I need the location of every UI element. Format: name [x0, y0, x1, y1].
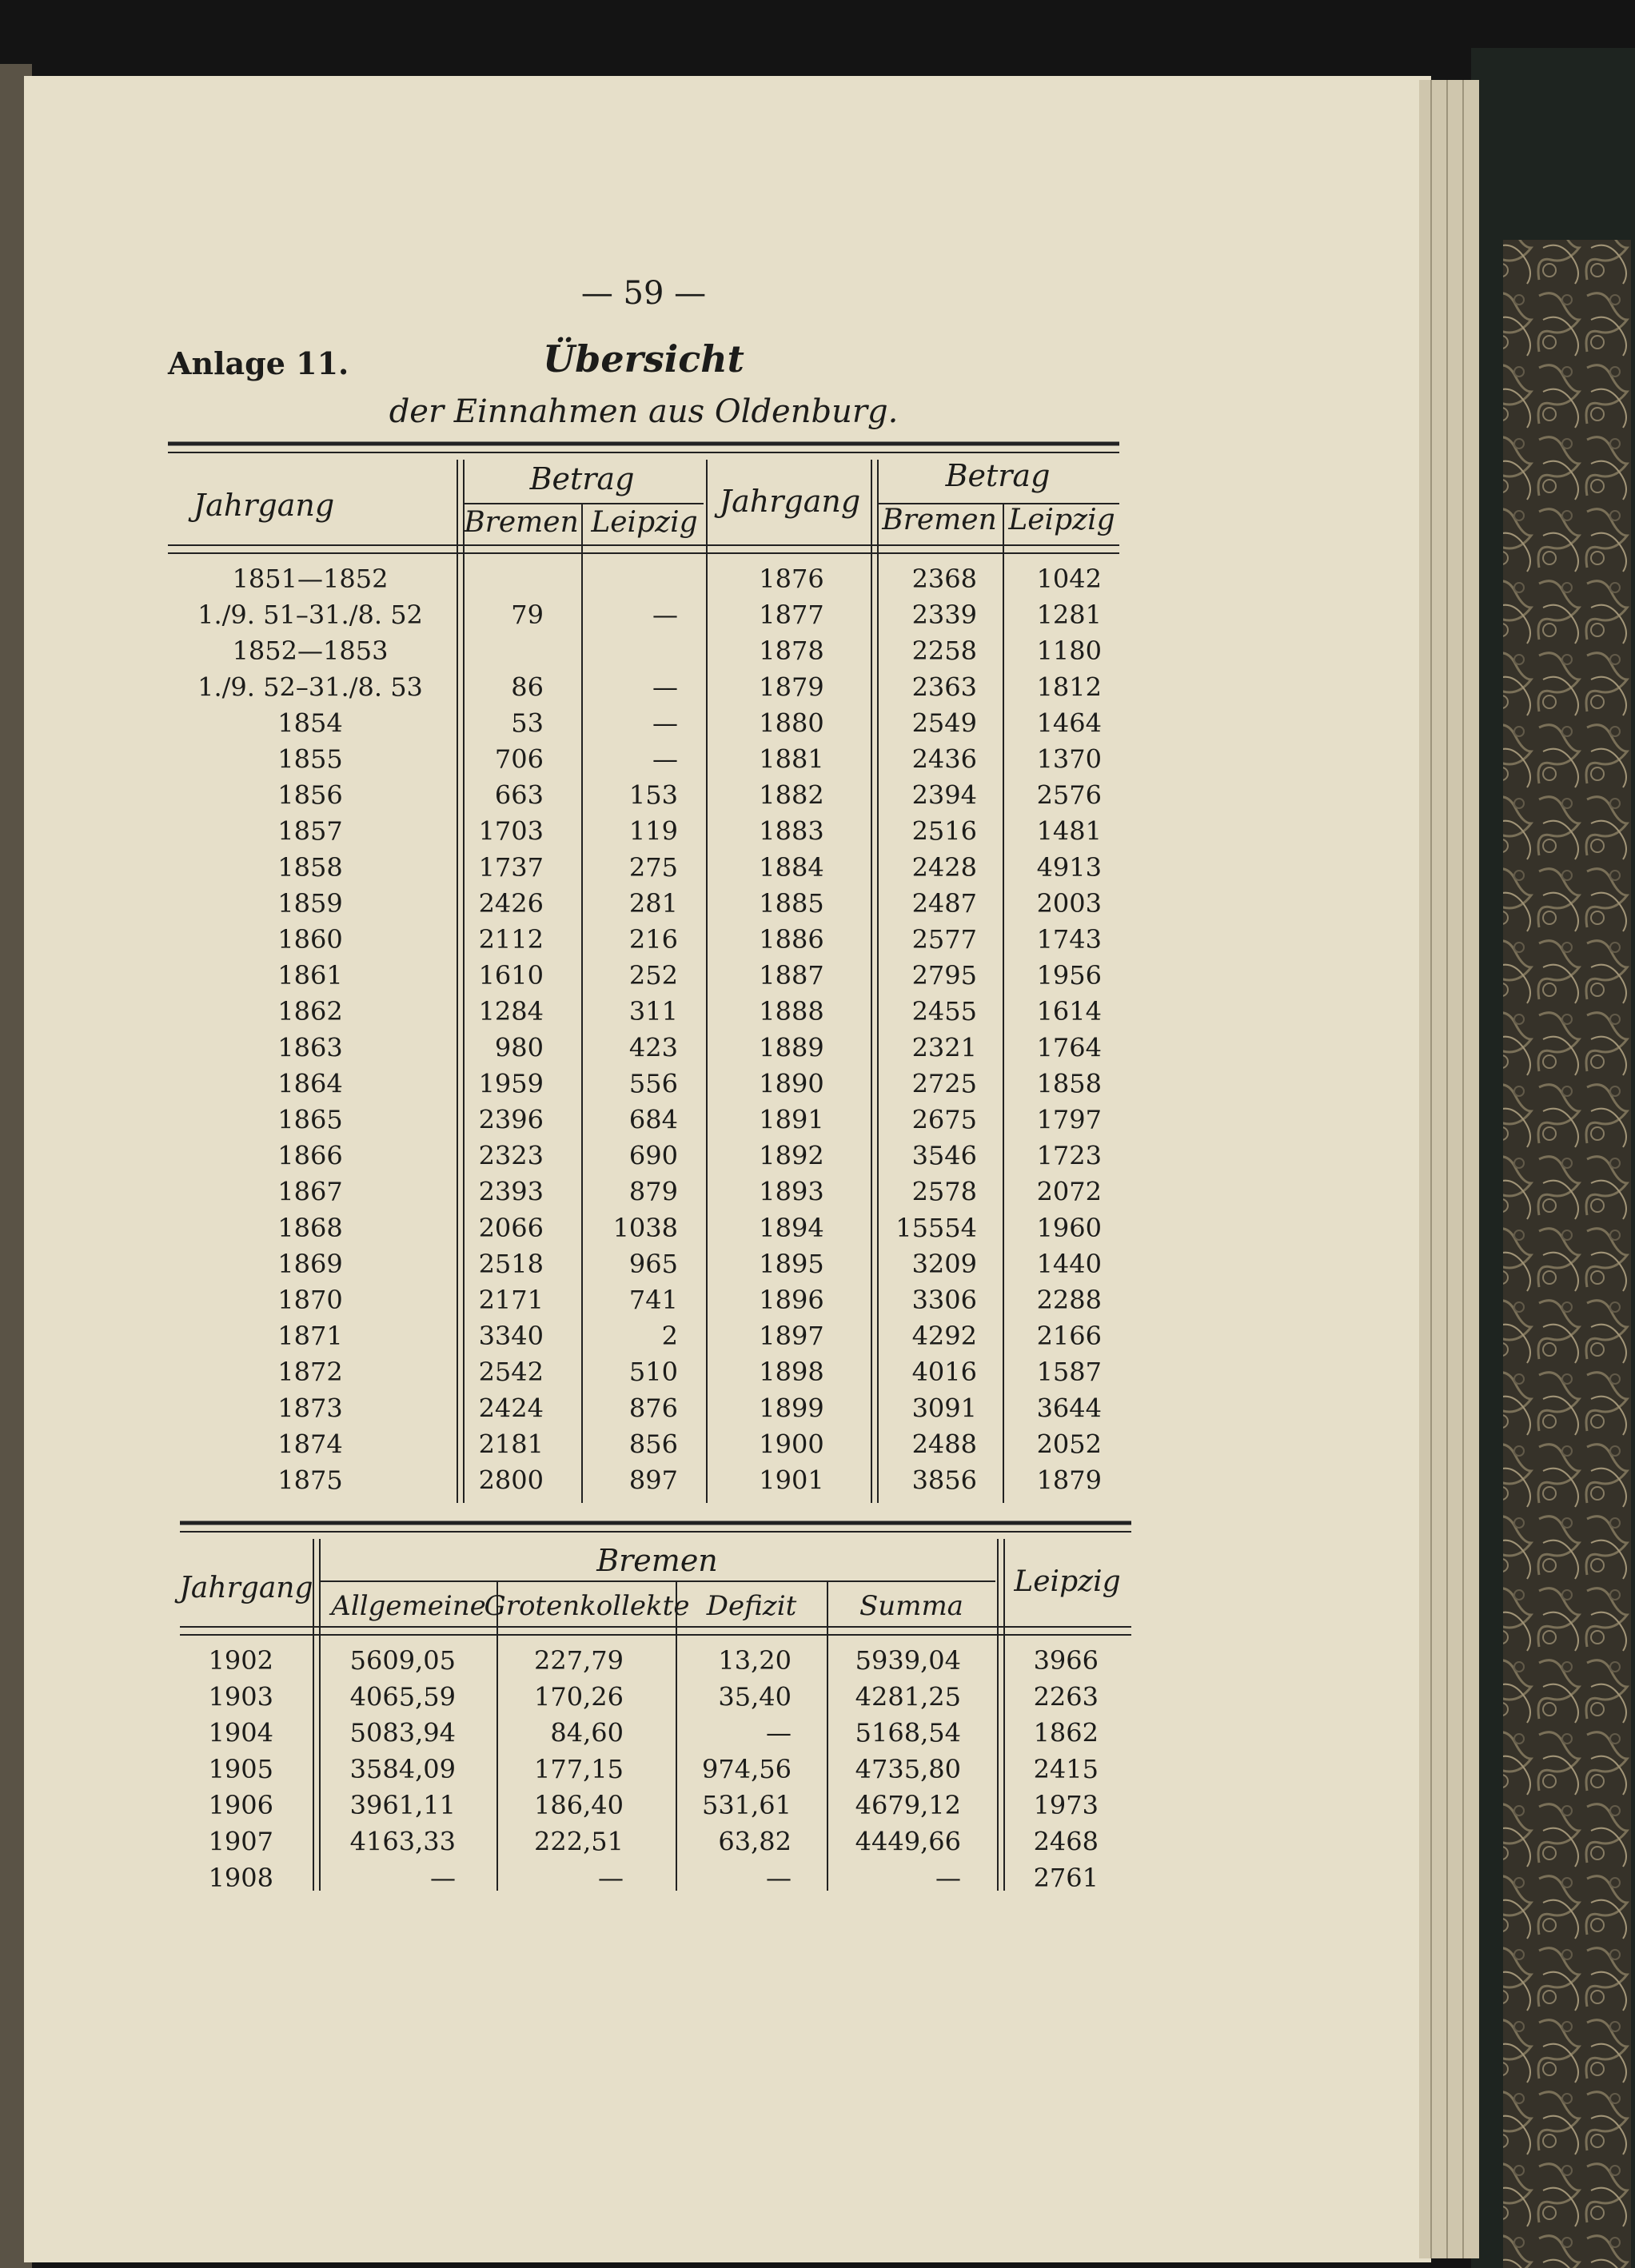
- left-leipzig-cell: 423: [628, 1032, 678, 1063]
- left-leipzig-cell: 311: [628, 996, 678, 1027]
- defizit-cell: 974,56: [702, 1753, 792, 1784]
- right-bremen-cell: 4292: [911, 1321, 977, 1352]
- right-year-cell: 1888: [759, 996, 824, 1027]
- right-bremen-cell: 2258: [911, 636, 977, 667]
- t2-header-grotenkollekte: Grotenkollekte: [484, 1590, 690, 1622]
- summa-cell: 4679,12: [855, 1790, 961, 1821]
- annex-label: Anlage 11.: [168, 345, 349, 381]
- left-year-cell: 1867: [277, 1176, 343, 1207]
- right-year-cell: 1900: [759, 1429, 824, 1460]
- marbled-endpaper: [1503, 240, 1631, 2268]
- right-bremen-cell: 2428: [911, 851, 977, 883]
- page-subtitle: der Einnahmen aus Oldenburg.: [389, 393, 899, 430]
- left-bremen-cell: 2426: [478, 887, 544, 919]
- left-bremen-cell: 663: [494, 779, 544, 811]
- left-leipzig-cell: 216: [628, 924, 678, 955]
- defizit-cell: 13,20: [718, 1645, 792, 1676]
- summa-cell: 4449,66: [855, 1826, 961, 1857]
- right-bremen-cell: 2675: [911, 1104, 977, 1135]
- left-year-cell: 1866: [277, 1140, 343, 1171]
- right-year-cell: 1896: [759, 1285, 824, 1315]
- right-leipzig-cell: 2003: [1036, 887, 1102, 919]
- left-bremen-cell: 1610: [478, 960, 544, 991]
- left-bremen-cell: 980: [494, 1032, 544, 1063]
- left-year-cell: 1856: [277, 779, 343, 811]
- left-bremen-cell: 1737: [478, 851, 544, 883]
- defizit-cell: 35,40: [718, 1681, 792, 1712]
- grotenkollekte-cell: 186,40: [534, 1790, 624, 1821]
- right-leipzig-cell: 1879: [1036, 1465, 1102, 1496]
- left-leipzig-cell: 510: [628, 1357, 678, 1388]
- left-bremen-cell: 86: [511, 672, 544, 703]
- year-cell: 1903: [208, 1681, 273, 1712]
- right-bremen-cell: 15554: [895, 1212, 977, 1243]
- year-cell: 1906: [208, 1790, 273, 1821]
- right-leipzig-cell: 3644: [1036, 1393, 1102, 1424]
- t1-header-bremen-right: Bremen: [882, 504, 997, 536]
- left-bremen-cell: 1284: [478, 996, 544, 1027]
- leipzig-cell: 1973: [1033, 1790, 1099, 1821]
- left-leipzig-cell: 879: [628, 1176, 678, 1207]
- right-bremen-cell: 2549: [911, 708, 977, 739]
- right-bremen-cell: 2436: [911, 743, 977, 775]
- left-year-cell: 1859: [277, 887, 343, 919]
- t1-header-jahrgang-left: Jahrgang: [193, 488, 335, 523]
- left-bremen-cell: 2393: [478, 1176, 544, 1207]
- right-leipzig-cell: 1764: [1036, 1032, 1102, 1063]
- allgemeine-cell: —: [430, 1862, 456, 1893]
- grotenkollekte-cell: 84,60: [550, 1717, 624, 1748]
- right-leipzig-cell: 2166: [1036, 1321, 1102, 1352]
- right-year-cell: 1897: [759, 1321, 824, 1352]
- right-leipzig-cell: 1281: [1036, 600, 1102, 631]
- right-bremen-cell: 2363: [911, 672, 977, 703]
- defizit-cell: 63,82: [718, 1826, 792, 1857]
- right-year-cell: 1898: [759, 1357, 824, 1388]
- left-bremen-cell: 706: [494, 743, 544, 775]
- right-leipzig-cell: 1614: [1036, 996, 1102, 1027]
- right-year-cell: 1881: [759, 743, 824, 775]
- leipzig-cell: 2468: [1033, 1826, 1099, 1857]
- left-bremen-cell: 2066: [478, 1212, 544, 1243]
- left-bremen-cell: 1959: [478, 1068, 544, 1099]
- allgemeine-cell: 4065,59: [349, 1681, 456, 1712]
- right-leipzig-cell: 1180: [1036, 636, 1102, 667]
- left-year-cell: 1858: [277, 851, 343, 883]
- right-leipzig-cell: 2072: [1036, 1176, 1102, 1207]
- left-year-cell: 1875: [277, 1465, 343, 1496]
- allgemeine-cell: 4163,33: [349, 1826, 456, 1857]
- right-year-cell: 1901: [759, 1465, 824, 1496]
- defizit-cell: —: [766, 1717, 792, 1748]
- left-leipzig-cell: —: [652, 600, 678, 631]
- right-leipzig-cell: 1440: [1036, 1248, 1102, 1279]
- left-leipzig-cell: 684: [628, 1104, 678, 1135]
- t1-header-betrag-right: Betrag: [945, 458, 1051, 493]
- left-leipzig-cell: 965: [628, 1248, 678, 1279]
- right-year-cell: 1886: [759, 924, 824, 955]
- defizit-cell: 531,61: [702, 1790, 792, 1821]
- right-bremen-cell: 2487: [911, 887, 977, 919]
- right-leipzig-cell: 1042: [1036, 564, 1102, 594]
- year-cell: 1907: [208, 1826, 273, 1857]
- grotenkollekte-cell: 170,26: [534, 1681, 624, 1712]
- t1-header-betrag-left: Betrag: [529, 461, 635, 496]
- right-leipzig-cell: 1587: [1036, 1357, 1102, 1388]
- left-year-cell: 1./9. 51–31./8. 52: [197, 600, 423, 631]
- right-leipzig-cell: 1960: [1036, 1212, 1102, 1243]
- left-leipzig-cell: 556: [628, 1068, 678, 1099]
- right-leipzig-cell: 1743: [1036, 924, 1102, 955]
- left-leipzig-cell: 119: [628, 815, 678, 847]
- left-leipzig-cell: 1038: [612, 1212, 678, 1243]
- right-year-cell: 1884: [759, 851, 824, 883]
- right-year-cell: 1885: [759, 887, 824, 919]
- grotenkollekte-cell: 227,79: [534, 1645, 624, 1676]
- summa-cell: 5168,54: [855, 1717, 961, 1748]
- left-leipzig-cell: —: [652, 743, 678, 775]
- year-cell: 1904: [208, 1717, 273, 1748]
- left-leipzig-cell: 897: [628, 1465, 678, 1496]
- right-year-cell: 1892: [759, 1140, 824, 1171]
- left-year-cell: 1873: [277, 1393, 343, 1424]
- right-year-cell: 1895: [759, 1248, 824, 1279]
- left-bremen-cell: 2424: [478, 1393, 544, 1424]
- left-bremen-cell: 2112: [478, 924, 544, 955]
- right-bremen-cell: 2577: [911, 924, 977, 955]
- leipzig-cell: 2761: [1033, 1862, 1099, 1893]
- right-bremen-cell: 3091: [911, 1393, 977, 1424]
- t1-header-jahrgang-right: Jahrgang: [719, 484, 861, 519]
- right-bremen-cell: 2321: [911, 1032, 977, 1063]
- left-bremen-cell: 2323: [478, 1140, 544, 1171]
- right-leipzig-cell: 1370: [1036, 743, 1102, 775]
- summa-cell: —: [935, 1862, 961, 1893]
- left-year-cell: 1862: [277, 996, 343, 1027]
- right-bremen-cell: 2339: [911, 600, 977, 631]
- right-bremen-cell: 3546: [911, 1140, 977, 1171]
- allgemeine-cell: 5609,05: [349, 1645, 456, 1676]
- left-bremen-cell: 1703: [478, 815, 544, 847]
- right-bremen-cell: 2455: [911, 996, 977, 1027]
- right-bremen-cell: 4016: [911, 1357, 977, 1388]
- leipzig-cell: 1862: [1033, 1717, 1099, 1748]
- t2-header-allgemeine: Allgemeine: [331, 1590, 486, 1622]
- right-year-cell: 1893: [759, 1176, 824, 1207]
- t2-header-defizit: Defizit: [706, 1590, 797, 1622]
- grotenkollekte-cell: 222,51: [534, 1826, 624, 1857]
- right-bremen-cell: 2394: [911, 779, 977, 811]
- right-bremen-cell: 2368: [911, 564, 977, 594]
- left-bremen-cell: 2396: [478, 1104, 544, 1135]
- allgemeine-cell: 3584,09: [349, 1753, 456, 1784]
- right-year-cell: 1878: [759, 636, 824, 667]
- t2-header-bremen: Bremen: [596, 1543, 718, 1578]
- left-year-cell: 1860: [277, 924, 343, 955]
- right-year-cell: 1887: [759, 960, 824, 991]
- right-leipzig-cell: 1858: [1036, 1068, 1102, 1099]
- right-bremen-cell: 2725: [911, 1068, 977, 1099]
- year-cell: 1902: [208, 1645, 273, 1676]
- right-leipzig-cell: 1464: [1036, 708, 1102, 739]
- left-leipzig-cell: 281: [628, 887, 678, 919]
- right-leipzig-cell: 1956: [1036, 960, 1102, 991]
- left-leipzig-cell: 153: [628, 779, 678, 811]
- left-bremen-cell: 2800: [478, 1465, 544, 1496]
- right-year-cell: 1876: [759, 564, 824, 594]
- grotenkollekte-cell: —: [598, 1862, 624, 1893]
- allgemeine-cell: 3961,11: [349, 1790, 456, 1821]
- defizit-cell: —: [766, 1862, 792, 1893]
- left-leipzig-cell: —: [652, 708, 678, 739]
- t1-header-leipzig-left: Leipzig: [591, 506, 698, 539]
- allgemeine-cell: 5083,94: [349, 1717, 456, 1748]
- right-leipzig-cell: 1797: [1036, 1104, 1102, 1135]
- left-bremen-cell: 79: [511, 600, 544, 631]
- left-bremen-cell: 2181: [478, 1429, 544, 1460]
- right-year-cell: 1894: [759, 1212, 824, 1243]
- leipzig-cell: 2263: [1033, 1681, 1099, 1712]
- right-bremen-cell: 2488: [911, 1429, 977, 1460]
- t2-header-leipzig: Leipzig: [1014, 1565, 1121, 1598]
- left-leipzig-cell: 252: [628, 960, 678, 991]
- left-year-cell: 1857: [277, 815, 343, 847]
- right-year-cell: 1882: [759, 779, 824, 811]
- left-year-cell: 1852—1853: [232, 636, 389, 667]
- left-leipzig-cell: 856: [628, 1429, 678, 1460]
- t1-header-bremen-left: Bremen: [464, 506, 579, 539]
- left-year-cell: 1854: [277, 708, 343, 739]
- left-year-cell: 1851—1852: [232, 564, 389, 594]
- page-title: Übersicht: [543, 337, 744, 381]
- summa-cell: 5939,04: [855, 1645, 961, 1676]
- t2-header-summa: Summa: [859, 1590, 963, 1622]
- left-leipzig-cell: 275: [628, 851, 678, 883]
- right-year-cell: 1880: [759, 708, 824, 739]
- page-number: — 59 —: [580, 275, 707, 312]
- grotenkollekte-cell: 177,15: [534, 1753, 624, 1784]
- left-year-cell: 1871: [277, 1321, 343, 1352]
- left-year-cell: 1874: [277, 1429, 343, 1460]
- year-cell: 1905: [208, 1753, 273, 1784]
- right-bremen-cell: 3856: [911, 1465, 977, 1496]
- right-year-cell: 1890: [759, 1068, 824, 1099]
- year-cell: 1908: [208, 1862, 273, 1893]
- summa-cell: 4281,25: [855, 1681, 961, 1712]
- left-year-cell: 1863: [277, 1032, 343, 1063]
- leipzig-cell: 3966: [1033, 1645, 1099, 1676]
- right-leipzig-cell: 1481: [1036, 815, 1102, 847]
- left-year-cell: 1868: [277, 1212, 343, 1243]
- left-leipzig-cell: —: [652, 672, 678, 703]
- summa-cell: 4735,80: [855, 1753, 961, 1784]
- right-bremen-cell: 2516: [911, 815, 977, 847]
- left-bremen-cell: 2542: [478, 1357, 544, 1388]
- right-leipzig-cell: 1723: [1036, 1140, 1102, 1171]
- left-leipzig-cell: 2: [661, 1321, 678, 1352]
- left-year-cell: 1./9. 52–31./8. 53: [197, 672, 423, 703]
- right-year-cell: 1899: [759, 1393, 824, 1424]
- right-year-cell: 1879: [759, 672, 824, 703]
- left-year-cell: 1870: [277, 1285, 343, 1315]
- left-bremen-cell: 2518: [478, 1248, 544, 1279]
- right-year-cell: 1883: [759, 815, 824, 847]
- right-leipzig-cell: 4913: [1036, 851, 1102, 883]
- t1-header-leipzig-right: Leipzig: [1008, 504, 1115, 536]
- right-year-cell: 1891: [759, 1104, 824, 1135]
- right-bremen-cell: 2795: [911, 960, 977, 991]
- left-year-cell: 1864: [277, 1068, 343, 1099]
- right-year-cell: 1877: [759, 600, 824, 631]
- left-leipzig-cell: 741: [628, 1285, 678, 1315]
- right-year-cell: 1889: [759, 1032, 824, 1063]
- left-bremen-cell: 3340: [478, 1321, 544, 1352]
- left-year-cell: 1869: [277, 1248, 343, 1279]
- right-bremen-cell: 2578: [911, 1176, 977, 1207]
- right-bremen-cell: 3209: [911, 1248, 977, 1279]
- left-year-cell: 1872: [277, 1357, 343, 1388]
- left-year-cell: 1861: [277, 960, 343, 991]
- right-bremen-cell: 3306: [911, 1285, 977, 1315]
- right-leipzig-cell: 2576: [1036, 779, 1102, 811]
- page-stack-edge: [1419, 80, 1479, 2258]
- left-bremen-cell: 53: [511, 708, 544, 739]
- right-leipzig-cell: 2288: [1036, 1285, 1102, 1315]
- left-leipzig-cell: 690: [628, 1140, 678, 1171]
- t2-header-jahrgang: Jahrgang: [179, 1572, 313, 1604]
- right-leipzig-cell: 1812: [1036, 672, 1102, 703]
- left-leipzig-cell: 876: [628, 1393, 678, 1424]
- right-leipzig-cell: 2052: [1036, 1429, 1102, 1460]
- left-year-cell: 1865: [277, 1104, 343, 1135]
- left-year-cell: 1855: [277, 743, 343, 775]
- left-bremen-cell: 2171: [478, 1285, 544, 1315]
- leipzig-cell: 2415: [1033, 1753, 1099, 1784]
